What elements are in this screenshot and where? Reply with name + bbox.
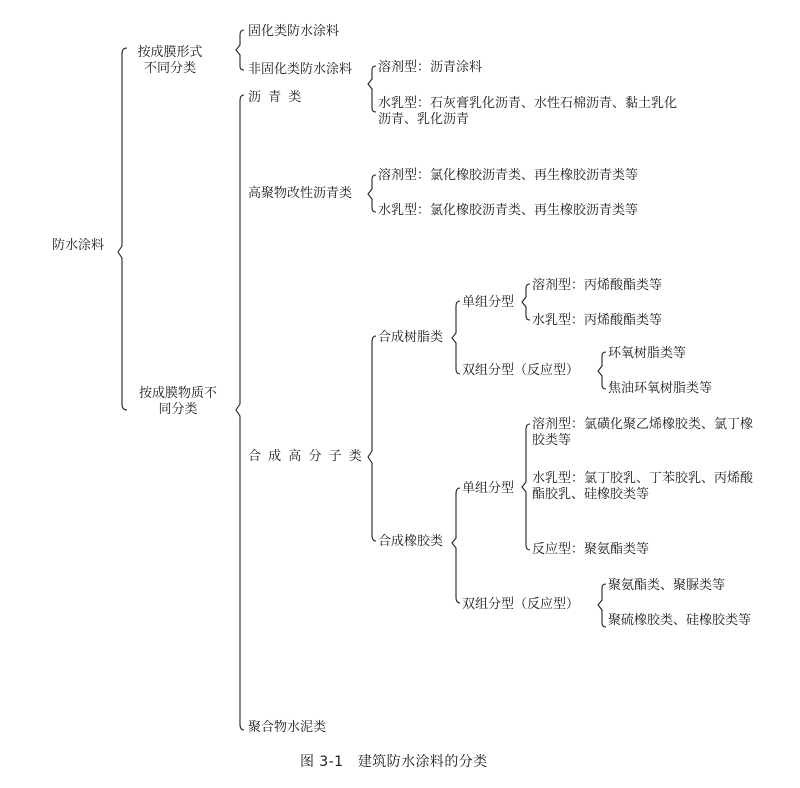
node-rubber-dual-a: 聚氨酯类、聚脲类等	[608, 578, 726, 593]
node-resin: 合成树脂类	[378, 330, 444, 345]
node-rubber-single: 单组分型	[462, 481, 515, 496]
node-cement: 聚合物水泥类	[248, 720, 327, 735]
node-root: 防水涂料	[52, 238, 105, 253]
node-curing: 固化类防水涂料	[248, 24, 340, 39]
bracket-by-form	[236, 30, 244, 70]
node-rubber-dual-b: 聚硫橡胶类、硅橡胶类等	[608, 613, 752, 628]
bracket-rubber	[452, 488, 460, 603]
bracket-rubber-single	[522, 424, 530, 550]
node-non-curing: 非固化类防水涂料	[248, 62, 353, 77]
node-rubber: 合成橡胶类	[378, 534, 444, 549]
node-nc-solvent: 溶剂型：沥青涂料	[378, 60, 483, 75]
node-pa-water: 水乳型：氯化橡胶沥青类、再生橡胶沥青类等	[378, 203, 639, 218]
bracket-rubber-dual	[598, 584, 606, 627]
node-nc-water: 水乳型：石灰膏乳化沥青、水性石棉沥青、黏土乳化沥青、乳化沥青	[378, 96, 678, 127]
node-resin-single-water: 水乳型：丙烯酸酯类等	[532, 313, 663, 328]
node-rubber-single-reactive: 反应型：聚氨酯类等	[532, 542, 650, 557]
node-by-form: 按成膜形式不同分类	[137, 45, 203, 76]
node-resin-single-solvent: 溶剂型：丙烯酸酯类等	[532, 278, 663, 293]
node-synthetic-polymer: 合成高分子类	[248, 449, 369, 464]
bracket-resin	[452, 301, 460, 374]
node-rubber-single-solvent: 溶剂型：氯磺化聚乙烯橡胶类、氯丁橡胶类等	[532, 417, 754, 448]
node-asphalt: 沥青类	[248, 90, 309, 105]
bracket-by-material	[236, 95, 244, 730]
node-resin-dual-a: 环氧树脂类等	[608, 346, 687, 361]
node-rubber-single-water: 水乳型：氯丁胶乳、丁苯胶乳、丙烯酸酯胶乳、硅橡胶类等	[532, 471, 754, 502]
bracket-polymer-asphalt	[368, 175, 376, 212]
node-by-material: 按成膜物质不同分类	[138, 386, 217, 417]
figure-caption: 图 3-1 建筑防水涂料的分类	[300, 754, 488, 770]
node-resin-dual: 双组分型（反应型）	[462, 363, 580, 378]
node-pa-solvent: 溶剂型：氯化橡胶沥青类、再生橡胶沥青类等	[378, 168, 639, 183]
bracket-resin-single	[522, 284, 530, 320]
bracket-root	[118, 48, 127, 410]
node-resin-single: 单组分型	[462, 295, 515, 310]
node-polymer-asphalt: 高聚物改性沥青类	[248, 186, 353, 201]
bracket-non-curing	[368, 66, 376, 112]
node-rubber-dual: 双组分型（反应型）	[462, 597, 580, 612]
node-resin-dual-b: 焦油环氧树脂类等	[608, 381, 713, 396]
bracket-resin-dual	[598, 352, 606, 389]
bracket-synthetic	[368, 336, 376, 541]
